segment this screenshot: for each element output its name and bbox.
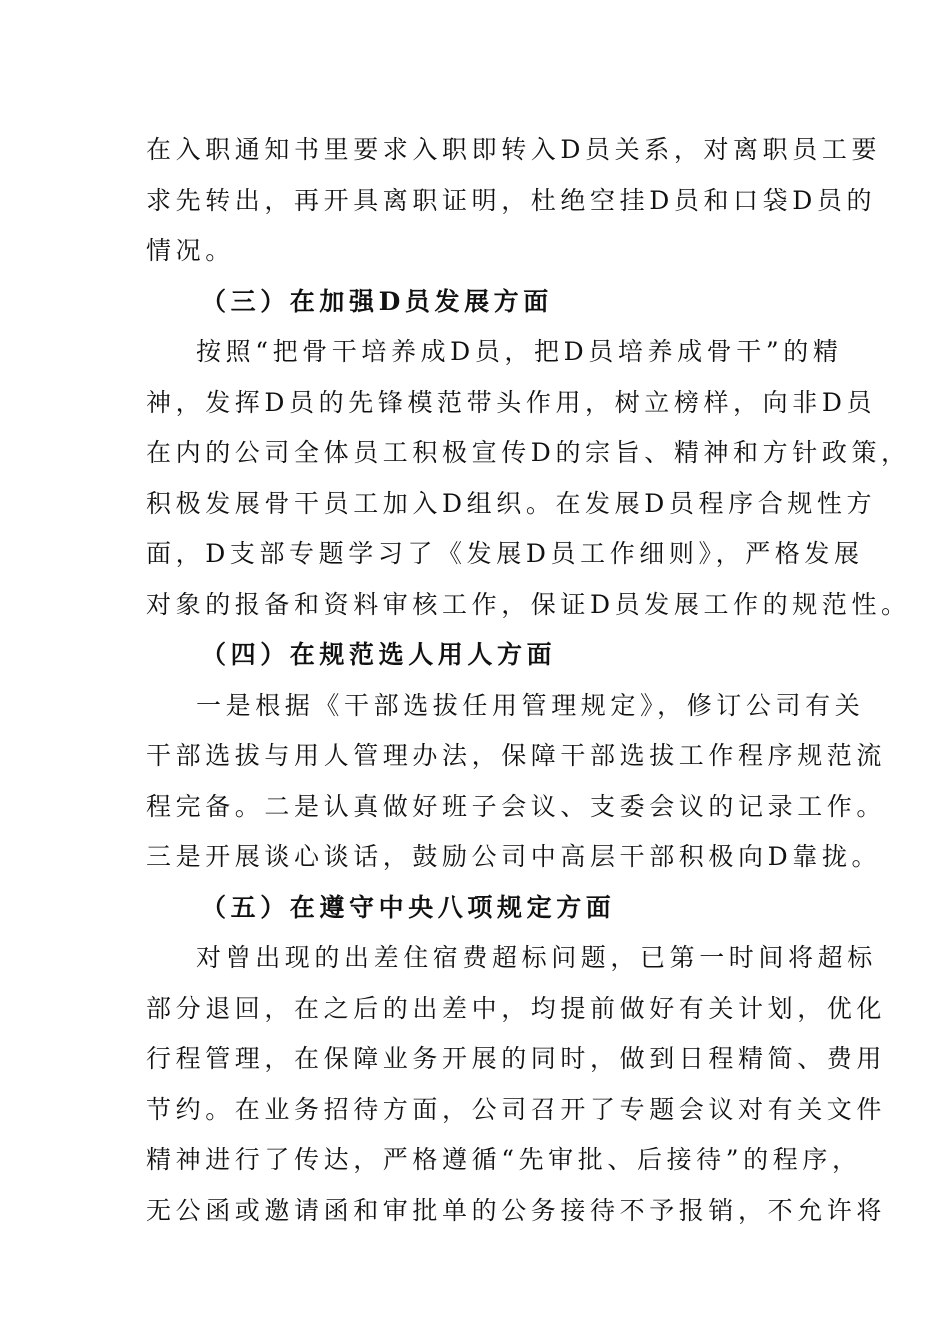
- body-text-line: 在入职通知书里要求入职即转入D员关系，对离职员工要: [146, 135, 882, 164]
- body-text-line: 三是开展谈心谈话，鼓励公司中高层干部积极向D靠拢。: [146, 842, 882, 871]
- body-text-line: 程完备。二是认真做好班子会议、支委会议的记录工作。: [146, 791, 887, 821]
- body-text-line: 求先转出，再开具离职证明，杜绝空挂D员和口袋D员的: [146, 185, 877, 215]
- body-text-line: 面，D支部专题学习了《发展D员工作细则》，严格发展: [146, 539, 864, 568]
- body-text-line: 情况。: [146, 236, 235, 265]
- body-text-line: 干部选拔与用人管理办法，保障干部选拔工作程序规范流: [146, 741, 887, 770]
- body-text-line: 按照“把骨干培养成D员，把D员培养成骨干”的精: [196, 337, 843, 366]
- section-heading-5: （五）在遵守中央八项规定方面: [201, 892, 616, 922]
- body-text-line: 神，发挥D员的先锋模范带头作用，树立榜样，向非D员: [146, 387, 877, 417]
- body-text-line: 对象的报备和资料审核工作，保证D员发展工作的规范性。: [146, 589, 911, 619]
- body-text-line: 在内的公司全体员工积极宣传D的宗旨、精神和方针政策，: [146, 438, 911, 467]
- body-text-line: 无公函或邀请函和审批单的公务接待不予报销，不允许将: [146, 1195, 887, 1225]
- body-text-line: 对曾出现的出差住宿费超标问题，已第一时间将超标: [196, 943, 877, 972]
- body-text-line: 行程管理，在保障业务开展的同时，做到日程精简、费用: [146, 1044, 887, 1073]
- section-heading-3: （三）在加强D员发展方面: [201, 286, 553, 316]
- body-text-line: 节约。在业务招待方面，公司召开了专题会议对有关文件: [146, 1094, 887, 1124]
- body-text-line: 精神进行了传达，严格遵循“先审批、后接待”的程序，: [146, 1145, 862, 1174]
- body-text-line: 部分退回，在之后的出差中，均提前做好有关计划，优化: [146, 993, 887, 1023]
- body-text-line: 一是根据《干部选拔任用管理规定》，修订公司有关: [196, 690, 865, 720]
- document-body: [146, 125, 911, 1236]
- body-text-line: 积极发展骨干员工加入D组织。在发展D员程序合规性方: [146, 488, 877, 518]
- section-heading-4: （四）在规范选人用人方面: [201, 640, 557, 669]
